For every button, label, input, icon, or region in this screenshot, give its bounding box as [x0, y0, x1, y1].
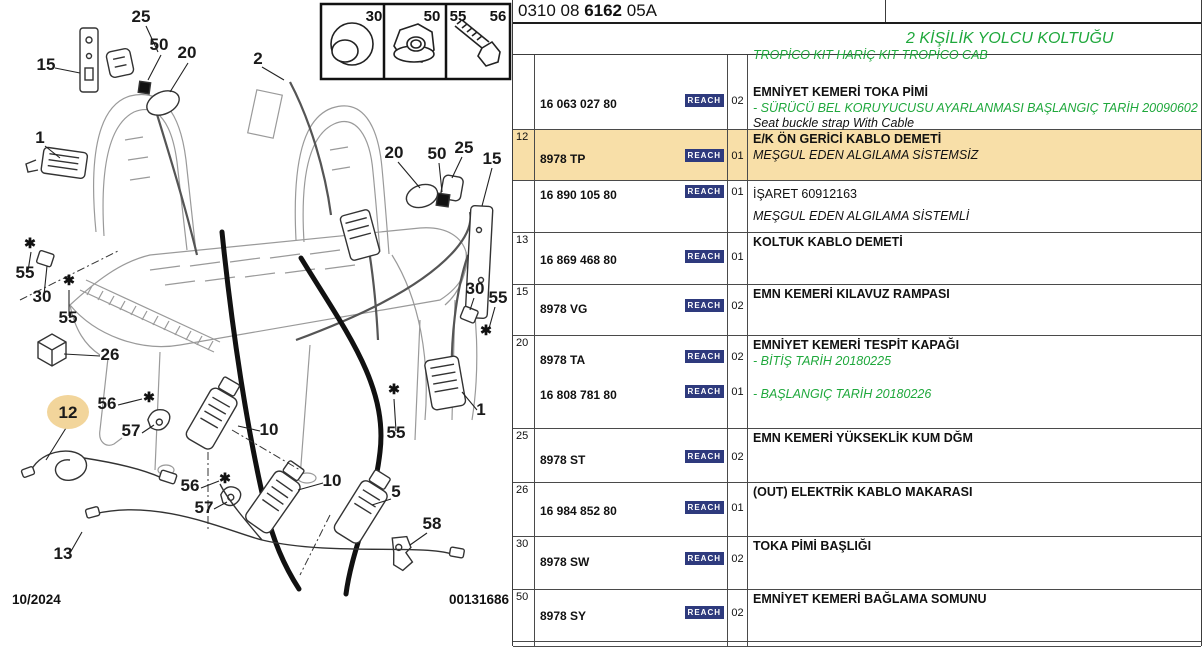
hardware-parts: [20, 28, 493, 575]
part-cell: [535, 55, 728, 132]
diagram-number: 00131686: [449, 592, 510, 607]
callout-55[interactable]: 55: [386, 423, 406, 442]
parts-diagram: [0, 0, 512, 646]
description-cell: [748, 181, 1201, 232]
callout-15[interactable]: 15: [36, 55, 56, 74]
callout-10[interactable]: 10: [259, 420, 279, 439]
quantity: 02: [731, 553, 744, 565]
part-cell: [535, 429, 728, 482]
part-cell: [535, 336, 728, 428]
reach-badge[interactable]: REACH: [685, 606, 724, 619]
part-number[interactable]: 8978 SW: [540, 555, 590, 569]
reach-badge[interactable]: REACH: [685, 385, 724, 398]
doc-code-bold: 6162: [584, 1, 623, 20]
quantity: 02: [731, 607, 744, 619]
part-number[interactable]: 16 869 468 80: [540, 253, 617, 267]
inset-callout-30[interactable]: 30: [365, 8, 383, 25]
part-cell: [535, 590, 728, 641]
diagram-date: 10/2024: [12, 592, 61, 607]
description-cell: [748, 642, 1201, 646]
description-cell: [748, 537, 1201, 589]
description-cell: [748, 130, 1201, 180]
description-line: TROPİCO KIT HARİÇ KIT TROPİCO CAB: [753, 47, 988, 62]
description-line: MEŞGUL EDEN ALGILAMA SİSTEMLİ: [753, 208, 970, 223]
description-line: EMNİYET KEMERİ BAĞLAMA SOMUNU: [753, 592, 987, 606]
inset-callout-56[interactable]: 56: [489, 8, 507, 25]
callout-15[interactable]: 15: [482, 149, 502, 168]
header-divider: [885, 0, 886, 22]
callout-50[interactable]: 50: [427, 144, 447, 163]
quantity: 01: [731, 150, 744, 162]
reach-badge[interactable]: REACH: [685, 350, 724, 363]
part-number[interactable]: 8978 TA: [540, 353, 586, 367]
part-number[interactable]: 16 984 852 80: [540, 504, 617, 518]
description-line: EMN KEMERİ KILAVUZ RAMPASI: [753, 287, 950, 301]
callout-30[interactable]: 30: [465, 279, 485, 298]
table-row[interactable]: [513, 130, 1201, 181]
part-number[interactable]: 16 890 105 80: [540, 188, 617, 202]
callout-5[interactable]: 5: [391, 482, 401, 501]
reach-badge[interactable]: REACH: [685, 149, 724, 162]
reach-badge[interactable]: REACH: [685, 299, 724, 312]
table-row[interactable]: [513, 537, 1201, 590]
quantity: 01: [731, 386, 744, 398]
x-mark: ✱: [143, 389, 155, 405]
description-line: E/K ÖN GERİCİ KABLO DEMETİ: [753, 132, 942, 146]
inset-callout-55[interactable]: 55: [449, 8, 467, 25]
x-mark: ✱: [24, 235, 36, 251]
callout-25[interactable]: 25: [131, 7, 151, 26]
nut-part-art: [394, 24, 434, 62]
table-row[interactable]: [513, 642, 1201, 647]
callout-13[interactable]: 13: [53, 544, 73, 563]
quantity: 01: [731, 251, 744, 263]
x-mark: ✱: [63, 272, 75, 288]
description-cell: [748, 47, 1202, 132]
document-code: [513, 0, 1201, 24]
quantity: 02: [731, 451, 744, 463]
description-line: MEŞGUL EDEN ALGILAMA SİSTEMSİZ: [753, 147, 979, 162]
table-row[interactable]: [513, 181, 1201, 233]
callout-57[interactable]: 57: [121, 421, 141, 440]
description-line: KOLTUK KABLO DEMETİ: [753, 235, 903, 249]
callout-2[interactable]: 2: [253, 49, 263, 68]
callout-1[interactable]: 1: [476, 400, 486, 419]
callout-57[interactable]: 57: [194, 498, 214, 517]
reach-badge[interactable]: REACH: [685, 94, 724, 107]
callout-50[interactable]: 50: [149, 35, 169, 54]
table-row[interactable]: [513, 336, 1201, 429]
part-number[interactable]: 16 063 027 80: [540, 97, 617, 111]
parts-table-panel: [512, 0, 1202, 646]
part-cell: [535, 537, 728, 589]
description-line: (OUT) ELEKTRİK KABLO MAKARASI: [753, 485, 973, 499]
description-line: - BİTİŞ TARİH 20180225: [753, 353, 892, 368]
part-cell: [535, 181, 728, 232]
description-line: - SÜRÜCÜ BEL KORUYUCUSU AYARLANMASI BAŞLANGIÇ TARİH 20090602: [753, 100, 1198, 115]
table-row[interactable]: [513, 429, 1201, 483]
quantity: 02: [731, 351, 744, 363]
ref-number: [513, 55, 535, 132]
ref-number: 13: [513, 233, 535, 284]
table-row[interactable]: [513, 233, 1201, 285]
callout-26[interactable]: 26: [100, 345, 120, 364]
callout-55[interactable]: 55: [488, 288, 508, 307]
part-cell: [535, 642, 728, 646]
reach-badge[interactable]: REACH: [685, 185, 724, 198]
callout-55[interactable]: 55: [58, 308, 78, 327]
description-line: İŞARET 60912163: [753, 187, 858, 201]
bolt-part-art: [455, 20, 500, 66]
part-cell: [535, 285, 728, 335]
qty-cell: [728, 130, 748, 180]
description-cell: [748, 285, 1201, 335]
description-line: - BAŞLANGIÇ TARİH 20180226: [753, 387, 932, 401]
part-cell: [535, 130, 728, 180]
description-cell: [748, 429, 1201, 482]
x-mark: ✱: [480, 322, 492, 338]
description-line: EMNİYET KEMERİ TOKA PİMİ: [753, 85, 929, 99]
parts-table: [513, 47, 1201, 647]
inset-callout-50[interactable]: 50: [423, 8, 441, 25]
callout-56[interactable]: 56: [97, 394, 117, 413]
doc-code-suffix: 05A: [622, 1, 657, 20]
table-row[interactable]: [513, 483, 1201, 537]
description-cell: [748, 483, 1201, 536]
qty-cell: [728, 336, 748, 428]
qty-cell: [728, 181, 748, 232]
description-line: EMNİYET KEMERİ TESPİT KAPAĞI: [753, 338, 960, 352]
part-number[interactable]: 8978 ST: [540, 453, 586, 467]
qty-cell: [728, 285, 748, 335]
ref-number: 12: [513, 130, 535, 180]
callout-55[interactable]: 55: [15, 263, 35, 282]
description-line: TOKA PİMİ BAŞLIĞI: [753, 539, 872, 553]
callout-56[interactable]: 56: [180, 476, 200, 495]
description-line: EMN KEMERİ YÜKSEKLİK KUM DĞM: [753, 431, 973, 445]
ref-number: [513, 181, 535, 232]
qty-cell: [728, 642, 748, 646]
doc-code-prefix: 0310 08: [518, 1, 585, 20]
part-cell: [535, 483, 728, 536]
inset-box: [321, 4, 510, 79]
table-row[interactable]: [513, 590, 1201, 642]
part-number[interactable]: 8978 SY: [540, 609, 587, 623]
x-mark: ✱: [219, 470, 231, 486]
part-number[interactable]: 8978 VG: [540, 302, 588, 316]
callout-25[interactable]: 25: [454, 138, 474, 157]
description-cell: [748, 233, 1201, 284]
section-title: 2 KİŞİLİK YOLCU KOLTUĞU: [906, 30, 1114, 47]
callout-30[interactable]: 30: [32, 287, 52, 306]
callout-20[interactable]: 20: [384, 143, 404, 162]
quantity: 01: [731, 186, 744, 198]
ref-number: 26: [513, 483, 535, 536]
table-row[interactable]: [513, 47, 1201, 130]
ref-number: 20: [513, 336, 535, 428]
table-row[interactable]: [513, 285, 1201, 336]
reach-badge[interactable]: REACH: [685, 450, 724, 463]
callout-12[interactable]: 12: [58, 403, 78, 422]
callout-1[interactable]: 1: [35, 128, 45, 147]
quantity: 02: [731, 300, 744, 312]
callout-10[interactable]: 10: [322, 471, 342, 490]
callout-20[interactable]: 20: [177, 43, 197, 62]
description-line: Seat buckle strap With Cable: [753, 116, 915, 130]
x-mark: ✱: [388, 381, 400, 397]
ref-number: 15: [513, 285, 535, 335]
qty-cell: [728, 55, 748, 132]
qty-cell: [728, 590, 748, 641]
description-cell: [748, 336, 1201, 428]
reach-badge[interactable]: REACH: [685, 501, 724, 514]
callout-58[interactable]: 58: [422, 514, 442, 533]
ref-number: 30: [513, 537, 535, 589]
reach-badge[interactable]: REACH: [685, 250, 724, 263]
qty-cell: [728, 483, 748, 536]
part-cell: [535, 233, 728, 284]
qty-cell: [728, 537, 748, 589]
ref-number: 25: [513, 429, 535, 482]
part-number[interactable]: 16 808 781 80: [540, 388, 617, 402]
ref-number: 50: [513, 590, 535, 641]
leader-lines: [28, 26, 495, 553]
quantity: 02: [731, 95, 744, 107]
qty-cell: [728, 429, 748, 482]
ref-number: [513, 642, 535, 646]
description-cell: [748, 590, 1201, 641]
part-number[interactable]: 8978 TP: [540, 152, 586, 166]
quantity: 01: [731, 502, 744, 514]
reach-badge[interactable]: REACH: [685, 552, 724, 565]
qty-cell: [728, 233, 748, 284]
